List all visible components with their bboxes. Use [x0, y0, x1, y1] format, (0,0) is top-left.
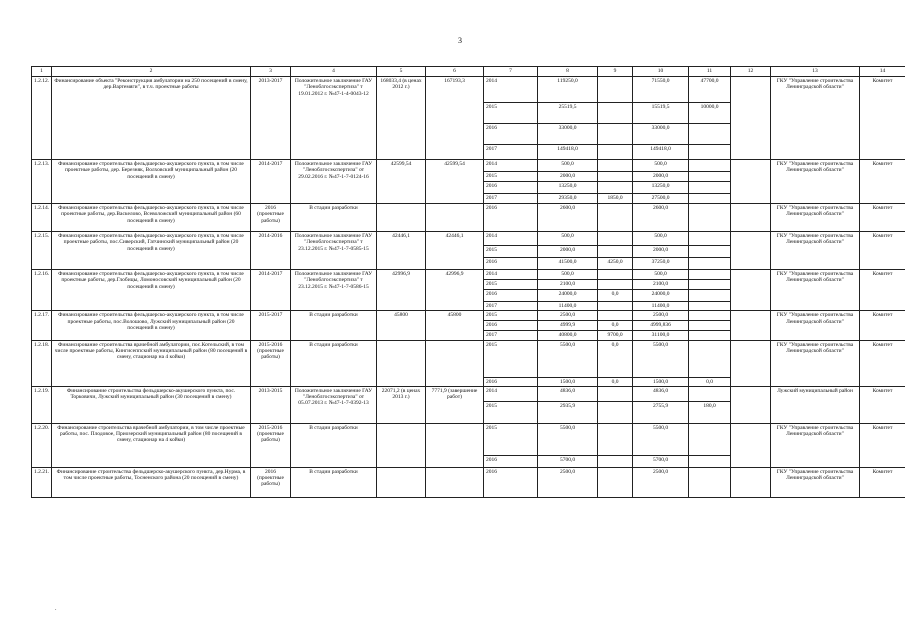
- year-cell: 2014: [484, 232, 538, 246]
- total-amount: 40800,0: [538, 330, 598, 340]
- executor-cell: Комитет: [860, 232, 905, 270]
- item-period: 2015-2017: [251, 311, 291, 340]
- empty-col-12: [731, 232, 771, 270]
- item-name: Финансирование объекта "Реконструкция амбулатории на 250 посещений в смену, дер.Вартемяги", в т.ч. проектные работы: [52, 77, 251, 160]
- customer-cell: ГКУ "Управление строительства Ленинградской области": [771, 77, 860, 160]
- header-cell: 13: [771, 67, 860, 77]
- regional-amount: 5500,0: [633, 423, 689, 455]
- executor-cell: Комитет: [860, 160, 905, 204]
- federal-amount: [598, 311, 633, 321]
- item-number: 1.2.16.: [32, 270, 52, 311]
- local-amount: [689, 423, 731, 455]
- total-amount: 149418,0: [538, 145, 598, 160]
- year-cell: 2016: [484, 290, 538, 302]
- header-cell: 2: [52, 67, 251, 77]
- federal-amount: [598, 386, 633, 401]
- year-cell: 2015: [484, 172, 538, 182]
- federal-amount: [598, 270, 633, 280]
- regional-amount: 15519,5: [633, 103, 689, 124]
- expertise-conclusion: В стадии разработки: [291, 340, 377, 386]
- regional-amount: 5500,0: [633, 340, 689, 377]
- customer-cell: ГКУ "Управление строительства Ленинградской области": [771, 232, 860, 270]
- expertise-conclusion: В стадии разработки: [291, 467, 377, 497]
- regional-amount: 2100,0: [633, 280, 689, 290]
- customer-cell: ГКУ "Управление строительства Ленинградской области": [771, 423, 860, 467]
- item-name: Финансирование строительства фельдшерско-акушерского пункта, в том числе проектные работы, пос.Волошово, Лужский муниципальный район (20 посещений в смену): [52, 311, 251, 340]
- year-cell: 2015: [484, 280, 538, 290]
- empty-col-12: [731, 160, 771, 204]
- federal-amount: [598, 280, 633, 290]
- header-cell: 9: [598, 67, 633, 77]
- year-cell: 2017: [484, 145, 538, 160]
- item-number: 1.2.19.: [32, 386, 52, 423]
- table-row: [32, 467, 905, 497]
- executor-cell: Комитет: [860, 467, 905, 497]
- total-amount: 2500,0: [538, 311, 598, 321]
- local-amount: [689, 258, 731, 270]
- total-amount: 25519,5: [538, 103, 598, 124]
- year-cell: 2015: [484, 423, 538, 455]
- item-number: 1.2.12.: [32, 77, 52, 160]
- estimated-cost: [377, 423, 426, 467]
- federal-amount: [598, 160, 633, 172]
- local-amount: [689, 280, 731, 290]
- executor-cell: Комитет: [860, 77, 905, 160]
- table-row: [32, 204, 905, 232]
- regional-amount: 13250,0: [633, 182, 689, 194]
- federal-amount: [598, 103, 633, 124]
- program-table: [31, 66, 905, 498]
- year-cell: 2016: [484, 377, 538, 386]
- item-number: 1.2.18.: [32, 340, 52, 386]
- header-cell: 6: [426, 67, 484, 77]
- regional-amount: 11400,0: [633, 302, 689, 311]
- local-amount: [689, 124, 731, 145]
- regional-amount: 5700,0: [633, 455, 689, 467]
- regional-amount: 33000,0: [633, 124, 689, 145]
- total-amount: 2000,0: [538, 172, 598, 182]
- remaining-cost: [426, 467, 484, 497]
- item-number: 1.2.15.: [32, 232, 52, 270]
- year-cell: 2014: [484, 386, 538, 401]
- item-number: 1.2.20.: [32, 423, 52, 467]
- total-amount: 13250,0: [538, 182, 598, 194]
- federal-amount: 1850,0: [598, 194, 633, 204]
- header-cell: 4: [291, 67, 377, 77]
- regional-amount: 27500,0: [633, 194, 689, 204]
- local-amount: [689, 340, 731, 377]
- federal-amount: [598, 172, 633, 182]
- expertise-conclusion: Положительное заключение ГАУ "Леноблгосэкспертиза" т 23.12.2015 г. №47-1-7-0585-15: [291, 232, 377, 270]
- empty-col-12: [731, 340, 771, 386]
- local-amount: [689, 455, 731, 467]
- local-amount: [689, 290, 731, 302]
- total-amount: 41500,0: [538, 258, 598, 270]
- customer-cell: ГКУ "Управление строительства Ленинградской области": [771, 467, 860, 497]
- year-cell: 2016: [484, 321, 538, 330]
- remaining-cost: [426, 204, 484, 232]
- empty-col-12: [731, 467, 771, 497]
- estimated-cost: 42996,9: [377, 270, 426, 311]
- regional-amount: 149418,0: [633, 145, 689, 160]
- local-amount: [689, 321, 731, 330]
- item-number: 1.2.13.: [32, 160, 52, 204]
- federal-amount: 0,0: [598, 340, 633, 377]
- year-cell: 2016: [484, 258, 538, 270]
- item-name: Финансирование строительства фельдшерско-акушерского пункта, пос. Торковичи, Лужский муниципальный район (30 посещений в смену): [52, 386, 251, 423]
- local-amount: [689, 160, 731, 172]
- local-amount: 47700,0: [689, 77, 731, 103]
- header-cell: 5: [377, 67, 426, 77]
- total-amount: 33000,0: [538, 124, 598, 145]
- expertise-conclusion: Положительное заключение ГАУ "Леноблгосэкспертиза" т 19.01.2012 г. №47-1-4-0043-12: [291, 77, 377, 160]
- federal-amount: [598, 467, 633, 497]
- total-amount: 500,0: [538, 160, 598, 172]
- total-amount: 24000,0: [538, 290, 598, 302]
- item-period: 2013-2017: [251, 77, 291, 160]
- regional-amount: 4836,0: [633, 386, 689, 401]
- item-period: 2014-2017: [251, 160, 291, 204]
- item-period: 2016 (проектные работы): [251, 467, 291, 497]
- item-number: 1.2.17.: [32, 311, 52, 340]
- item-period: 2014-2017: [251, 270, 291, 311]
- item-name: Финансирование строительства врачебной амбулатории, пос.Котельский, в том числе проектные работы, Кингисеппский муниципальный район (80 посещений в смену, стационар на 4 койки): [52, 340, 251, 386]
- year-cell: 2014: [484, 160, 538, 172]
- remaining-cost: 42996,9: [426, 270, 484, 311]
- regional-amount: 31100,0: [633, 330, 689, 340]
- total-amount: 119250,0: [538, 77, 598, 103]
- total-amount: 1500,0: [538, 377, 598, 386]
- remaining-cost: 42599,54: [426, 160, 484, 204]
- corner-mark: .: [55, 606, 57, 612]
- empty-col-12: [731, 77, 771, 160]
- executor-cell: Комитет: [860, 204, 905, 232]
- table-row: [32, 270, 905, 280]
- customer-cell: ГКУ "Управление строительства Ленинградской области": [771, 270, 860, 311]
- header-cell: 14: [860, 67, 905, 77]
- regional-amount: 71550,0: [633, 77, 689, 103]
- regional-amount: 500,0: [633, 232, 689, 246]
- empty-col-12: [731, 423, 771, 467]
- item-name: Финансирование строительства фельдшерско-акушерского пункта, в том числе проектные работы, дер.Глобицы, Ломоносовский муниципальный район (20 посещений в смену): [52, 270, 251, 311]
- empty-col-12: [731, 270, 771, 311]
- local-amount: [689, 172, 731, 182]
- local-amount: 0,0: [689, 377, 731, 386]
- expertise-conclusion: В стадии разработки: [291, 423, 377, 467]
- item-name: Финансирование строительства фельдшерско-акушерского пункта, дер.Нурма, в том числе проектные работы, Тосненского района (20 посещений в смену): [52, 467, 251, 497]
- estimated-cost: [377, 204, 426, 232]
- total-amount: 2500,0: [538, 467, 598, 497]
- local-amount: [689, 386, 731, 401]
- regional-amount: 500,0: [633, 270, 689, 280]
- page-number: 3: [458, 36, 462, 45]
- estimated-cost: [377, 340, 426, 386]
- regional-amount: 2600,0: [633, 204, 689, 232]
- local-amount: [689, 145, 731, 160]
- local-amount: [689, 270, 731, 280]
- federal-amount: [598, 302, 633, 311]
- item-number: 1.2.14.: [32, 204, 52, 232]
- year-cell: 2014: [484, 270, 538, 280]
- local-amount: [689, 311, 731, 321]
- item-name: Финансирование строительства фельдшерско-акушерского пункта, в том числе проектные работы, пос.Сиверский, Гатчинский муниципальный район (20 посещений в смену): [52, 232, 251, 270]
- federal-amount: [598, 423, 633, 455]
- item-period: 2015-2016 (проектные работы): [251, 340, 291, 386]
- local-amount: [689, 246, 731, 258]
- total-amount: 4999,9: [538, 321, 598, 330]
- year-cell: 2015: [484, 103, 538, 124]
- expertise-conclusion: Положительное заключение ГАУ "Леноблгосэкспертиза" т 23.12.2015 г. №47-1-7-0586-15: [291, 270, 377, 311]
- estimated-cost: [377, 467, 426, 497]
- year-cell: 2015: [484, 340, 538, 377]
- empty-col-12: [731, 311, 771, 340]
- executor-cell: Комитет: [860, 340, 905, 386]
- executor-cell: Комитет: [860, 423, 905, 467]
- federal-amount: [598, 182, 633, 194]
- local-amount: 180,0: [689, 401, 731, 423]
- item-period: 2014-2016: [251, 232, 291, 270]
- header-cell: 3: [251, 67, 291, 77]
- local-amount: [689, 182, 731, 194]
- total-amount: 29350,0: [538, 194, 598, 204]
- local-amount: [689, 232, 731, 246]
- remaining-cost: 42446,1: [426, 232, 484, 270]
- estimated-cost: 45800: [377, 311, 426, 340]
- local-amount: [689, 204, 731, 232]
- year-cell: 2015: [484, 401, 538, 423]
- total-amount: 11400,0: [538, 302, 598, 311]
- total-amount: 500,0: [538, 232, 598, 246]
- table-row: [32, 423, 905, 455]
- header-row: [32, 67, 905, 77]
- remaining-cost: [426, 340, 484, 386]
- customer-cell: ГКУ "Управление строительства Ленинградской области": [771, 311, 860, 340]
- regional-amount: 2500,0: [633, 311, 689, 321]
- item-name: Финансирование строительства фельдшерско-акушерского пункта, в том числе проектные работы, дер.Васкелово, Всеволожский муниципальный район (60 посещений в смену): [52, 204, 251, 232]
- executor-cell: Комитет: [860, 386, 905, 423]
- table-row: [32, 160, 905, 172]
- total-amount: 5700,0: [538, 455, 598, 467]
- item-name: Финансирование строительства врачебной амбулатории, в том числе проектные работы, пос. Плодовое, Приозерский муниципальный район (80 посещений в смену, стационар на 4 койки): [52, 423, 251, 467]
- remaining-cost: [426, 423, 484, 467]
- total-amount: 2000,0: [538, 246, 598, 258]
- federal-amount: [598, 145, 633, 160]
- local-amount: [689, 302, 731, 311]
- federal-amount: 9700,0: [598, 330, 633, 340]
- remaining-cost: 45800: [426, 311, 484, 340]
- customer-cell: ГКУ "Управление строительства Ленинградской области": [771, 204, 860, 232]
- federal-amount: [598, 232, 633, 246]
- federal-amount: [598, 455, 633, 467]
- regional-amount: 2000,0: [633, 246, 689, 258]
- local-amount: [689, 194, 731, 204]
- federal-amount: 4250,0: [598, 258, 633, 270]
- regional-amount: 2500,0: [633, 467, 689, 497]
- table-row: [32, 386, 905, 401]
- expertise-conclusion: Положительное заключение ГАУ "Леноблгосэкспертиза" от 29.02.2016 г. №47-1-7-0124-16: [291, 160, 377, 204]
- regional-amount: 24000,0: [633, 290, 689, 302]
- table-row: [32, 311, 905, 321]
- federal-amount: [598, 246, 633, 258]
- executor-cell: Комитет: [860, 270, 905, 311]
- federal-amount: 0,0: [598, 377, 633, 386]
- year-cell: 2014: [484, 77, 538, 103]
- year-cell: 2016: [484, 204, 538, 232]
- executor-cell: Комитет: [860, 311, 905, 340]
- federal-amount: [598, 124, 633, 145]
- header-cell: 12: [731, 67, 771, 77]
- regional-amount: 500,0: [633, 160, 689, 172]
- federal-amount: [598, 77, 633, 103]
- local-amount: [689, 330, 731, 340]
- local-amount: 10000,0: [689, 103, 731, 124]
- total-amount: 5500,0: [538, 423, 598, 455]
- regional-amount: 37250,0: [633, 258, 689, 270]
- table-row: [32, 77, 905, 103]
- estimated-cost: 42599,54: [377, 160, 426, 204]
- year-cell: 2017: [484, 302, 538, 311]
- total-amount: 2935,9: [538, 401, 598, 423]
- regional-amount: 2755,9: [633, 401, 689, 423]
- header-cell: 7: [484, 67, 538, 77]
- estimated-cost: 42446,1: [377, 232, 426, 270]
- federal-amount: 0,0: [598, 321, 633, 330]
- total-amount: 500,0: [538, 270, 598, 280]
- header-cell: 8: [538, 67, 598, 77]
- customer-cell: ГКУ "Управление строительства Ленинградской области": [771, 160, 860, 204]
- remaining-cost: 7771,9 (завершение работ): [426, 386, 484, 423]
- federal-amount: [598, 204, 633, 232]
- expertise-conclusion: В стадии разработки: [291, 311, 377, 340]
- header-cell: 11: [689, 67, 731, 77]
- regional-amount: 1500,0: [633, 377, 689, 386]
- year-cell: 2017: [484, 194, 538, 204]
- total-amount: 2600,0: [538, 204, 598, 232]
- year-cell: 2015: [484, 311, 538, 321]
- empty-col-12: [731, 386, 771, 423]
- customer-cell: ГКУ "Управление строительства Ленинградской области": [771, 340, 860, 386]
- regional-amount: 4999,836: [633, 321, 689, 330]
- customer-cell: Лужский муниципальный район: [771, 386, 860, 423]
- year-cell: 2016: [484, 182, 538, 194]
- regional-amount: 2000,0: [633, 172, 689, 182]
- item-period: 2015-2016 (проектные работы): [251, 423, 291, 467]
- table-row: [32, 232, 905, 246]
- federal-amount: [598, 401, 633, 423]
- item-period: 2016 (проектные работы): [251, 204, 291, 232]
- estimated-cost: 168033,4 (в ценах 2012 г.): [377, 77, 426, 160]
- year-cell: 2016: [484, 124, 538, 145]
- item-name: Финансирование строительства фельдшерско-акушерского пункта, в том числе проектные работы, дер. Березняк, Волховский муниципальный район (20 посещений в смену): [52, 160, 251, 204]
- item-period: 2013-2015: [251, 386, 291, 423]
- total-amount: 2100,0: [538, 280, 598, 290]
- total-amount: 5500,0: [538, 340, 598, 377]
- total-amount: 4836,0: [538, 386, 598, 401]
- expertise-conclusion: Положительное заключение ГАУ "Леноблгосэкспертиза" от 05.07.2013 г. №47-1-7-0392-13: [291, 386, 377, 423]
- year-cell: 2016: [484, 467, 538, 497]
- table-row: [32, 340, 905, 377]
- empty-col-12: [731, 204, 771, 232]
- remaining-cost: 167193,3: [426, 77, 484, 160]
- year-cell: 2015: [484, 246, 538, 258]
- year-cell: 2017: [484, 330, 538, 340]
- local-amount: [689, 467, 731, 497]
- estimated-cost: 22071,2 (в ценах 2013 г.): [377, 386, 426, 423]
- year-cell: 2016: [484, 455, 538, 467]
- expertise-conclusion: В стадии разработки: [291, 204, 377, 232]
- header-cell: 1: [32, 67, 52, 77]
- federal-amount: 0,0: [598, 290, 633, 302]
- item-number: 1.2.21.: [32, 467, 52, 497]
- header-cell: 10: [633, 67, 689, 77]
